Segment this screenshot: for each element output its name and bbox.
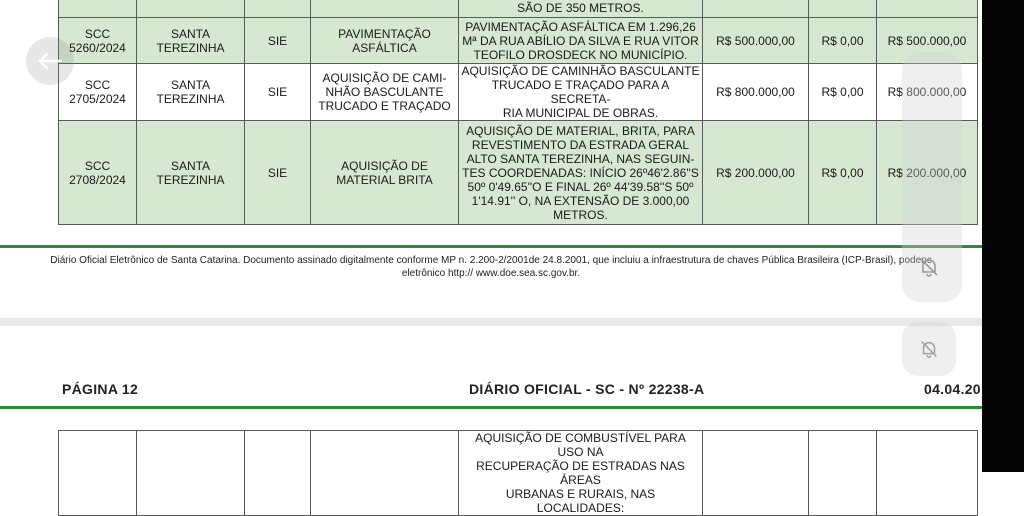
header-divider (0, 406, 982, 409)
acao-cell: AQUISIÇÃO DE CAMI- NHÃO BASCULANTE TRUCADO E TRAÇADO (311, 64, 459, 121)
page-number: PÁGINA 12 (62, 381, 139, 397)
footnote-line1: Diário Oficial Eletrônico de Santa Catarina. Documento assinado digitalmente conforme MP n. 2.200-2/2001de 24.8.2001, que incluiu a infraestrutura de chaves Pública Brasileira (ICP-Brasil), podenc (50, 255, 932, 266)
acao-cell: PAVIMENTAÇÃO ASFÁLTICA (311, 18, 459, 64)
municipio-cell: SANTA TEREZINHA (137, 64, 245, 121)
objeto-cell: AQUISIÇÃO DE CAMINHÃO BASCULANTE TRUCADO E TRAÇADO PARA A SECRETA- RIA MUNICIPAL DE OBRAS. (459, 64, 703, 121)
budget-table (58, 0, 978, 225)
valor3-cell: R$ 200.000,00 (877, 121, 978, 225)
valor1-cell: R$ 200.000,00 (703, 121, 809, 225)
valor1-cell: R$ 800.000,00 (703, 64, 809, 121)
footnote (0, 254, 982, 280)
screen-edge (982, 0, 1024, 472)
orgao-cell: SIE (245, 18, 311, 64)
bell-off-icon[interactable] (917, 255, 941, 279)
objeto-cell: SÃO DE 350 METROS. (459, 0, 703, 18)
table-row (59, 431, 978, 516)
orgao-cell: SIE (245, 64, 311, 121)
page-title: DIÁRIO OFICIAL - SC - Nº 22238-A (469, 381, 705, 397)
valor3-cell: R$ 500.000,00 (877, 18, 978, 64)
valor2-cell: R$ 0,00 (809, 121, 877, 225)
budget-table-continued (58, 430, 978, 516)
objeto-cell: PAVIMENTAÇÃO ASFÁLTICA EM 1.296,26 Mª DA RUA ABÍLIO DA SILVA E RUA VITOR TEOFILO DROSDECK NO MUNICÍPIO. (459, 18, 703, 64)
scc-cell: SCC 2708/2024 (59, 121, 137, 225)
valor2-cell: R$ 0,00 (809, 64, 877, 121)
municipio-cell: SANTA TEREZINHA (137, 121, 245, 225)
mute-notifications-button[interactable] (902, 322, 956, 376)
scc-cell: SCC 2705/2024 (59, 64, 137, 121)
footnote-line2: eletrônico http:// www.doe.sea.sc.gov.br. (401, 268, 581, 279)
valor3-cell: R$ 800.000,00 (877, 64, 978, 121)
arrow-left-icon (37, 51, 63, 71)
table-row (59, 0, 978, 18)
footer-divider (0, 245, 982, 248)
table-row (59, 18, 978, 64)
valor2-cell: R$ 0,00 (809, 18, 877, 64)
bell-off-icon (918, 338, 940, 360)
objeto-cell: AQUISIÇÃO DE MATERIAL, BRITA, PARA REVESTIMENTO DA ESTRADA GERAL ALTO SANTA TEREZINHA, NAS SEGUIN- TES COORDENADAS: INÍCIO 26º46'2.86''S 50º 0'49.65''O E FINAL 26º 44'39.58''S 50º 1'14.91'' O, NA EXTENSÃO DE 3.000,00 METROS. (459, 121, 703, 225)
valor1-cell: R$ 500.000,00 (703, 18, 809, 64)
acao-cell: AQUISIÇÃO DE MATERIAL BRITA (311, 121, 459, 225)
objeto-cell: AQUISIÇÃO DE COMBUSTÍVEL PARA USO NA RECUPERAÇÃO DE ESTRADAS NAS ÁREAS URBANAS E RURAIS, NAS LOCALIDADES: (459, 431, 703, 516)
municipio-cell: SANTA TEREZINHA (137, 18, 245, 64)
table-row (59, 121, 978, 225)
scc-cell: SCC 5260/2024 (59, 18, 137, 64)
orgao-cell: SIE (245, 121, 311, 225)
table-row (59, 64, 978, 121)
page-gap (0, 318, 982, 326)
back-button[interactable] (26, 37, 74, 85)
page-date: 04.04.20 (924, 381, 981, 397)
